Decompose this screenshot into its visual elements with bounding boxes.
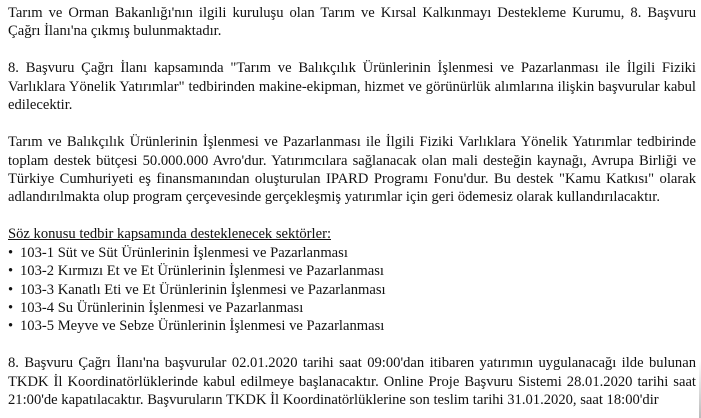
sector-label: 103-4 Su Ürünlerinin İşlenmesi ve Pazarlanması	[20, 300, 304, 317]
scope-paragraph: 8. Başvuru Çağrı İlanı kapsamında "Tarım ve Balıkçılık Ürünlerinin İşlenmesi ve Pazarlanması ile İlgili Fiziki Varlıklara Yönelik Yatırımlar" tedbirinden makine-ekipman, hizmet ve görünürlük alımlarına ilişkin başvurular kabul edilecektir.	[8, 60, 696, 114]
budget-paragraph: Tarım ve Balıkçılık Ürünlerinin İşlenmesi ve Pazarlanması ile İlgili Fiziki Varlıklara Yönelik Yatırımlar tedbirinde toplam destek bütçesi 50.000.000 Avro'dur. Yatırımcılara sağlanacak olan mali desteğin kaynağı, Avrupa Birliği ve Türkiye Cumhuriyeti eş finansmanından oluşturulan IPARD Programı Fonu'dur. Bu destek "Kamu Katkısı" olarak adlandırılmakta olup program çerçevesinde gerçekleşmiş yatırımlar için geri ödemesiz olarak kullandırılacaktır.	[8, 134, 696, 206]
bullet-icon: •	[8, 263, 14, 280]
list-item	[8, 262, 698, 280]
sectors-heading: Söz konusu tedbir kapsamında desteklenecek sektörler:	[8, 226, 331, 243]
bullet-icon: •	[8, 318, 14, 335]
bullet-icon: •	[8, 281, 14, 298]
bullet-icon: •	[8, 244, 14, 261]
sector-label: 103-2 Kırmızı Et ve Et Ürünlerinin İşlenmesi ve Pazarlanması	[20, 263, 384, 280]
document-body	[8, 4, 698, 410]
bullet-icon: •	[8, 300, 14, 317]
list-item	[8, 281, 698, 299]
sectors-list	[8, 244, 698, 336]
list-item	[8, 299, 698, 317]
application-dates-paragraph: 8. Başvuru Çağrı İlanı'na başvurular 02.01.2020 tarihi saat 09:00'dan itibaren yatırımın uygulanacağı ilde bulunan TKDK İl Koordinatörlüklerinde kabul edilmeye başlanacaktır. Online Proje Başvuru Sistemi 28.01.2020 tarihi saat 21:00'de kapatılacaktır. Başvuruların TKDK İl Koordinatörlüklerine son teslim tarihi 31.01.2020, saat 18:00'dir	[8, 355, 696, 409]
sector-label: 103-1 Süt ve Süt Ürünlerinin İşlenmesi ve Pazarlanması	[20, 244, 348, 261]
list-item	[8, 244, 698, 262]
sector-label: 103-3 Kanatlı Eti ve Et Ürünlerinin İşlenmesi ve Pazarlanması	[20, 281, 386, 298]
intro-paragraph: Tarım ve Orman Bakanlığı'nın ilgili kuruluşu olan Tarım ve Kırsal Kalkınmayı Destekleme Kurumu, 8. Başvuru Çağrı İlanı'na çıkmış bulunmaktadır.	[8, 5, 696, 40]
list-item	[8, 317, 698, 335]
sector-label: 103-5 Meyve ve Sebze Ürünlerinin İşlenmesi ve Pazarlanması	[20, 318, 385, 335]
